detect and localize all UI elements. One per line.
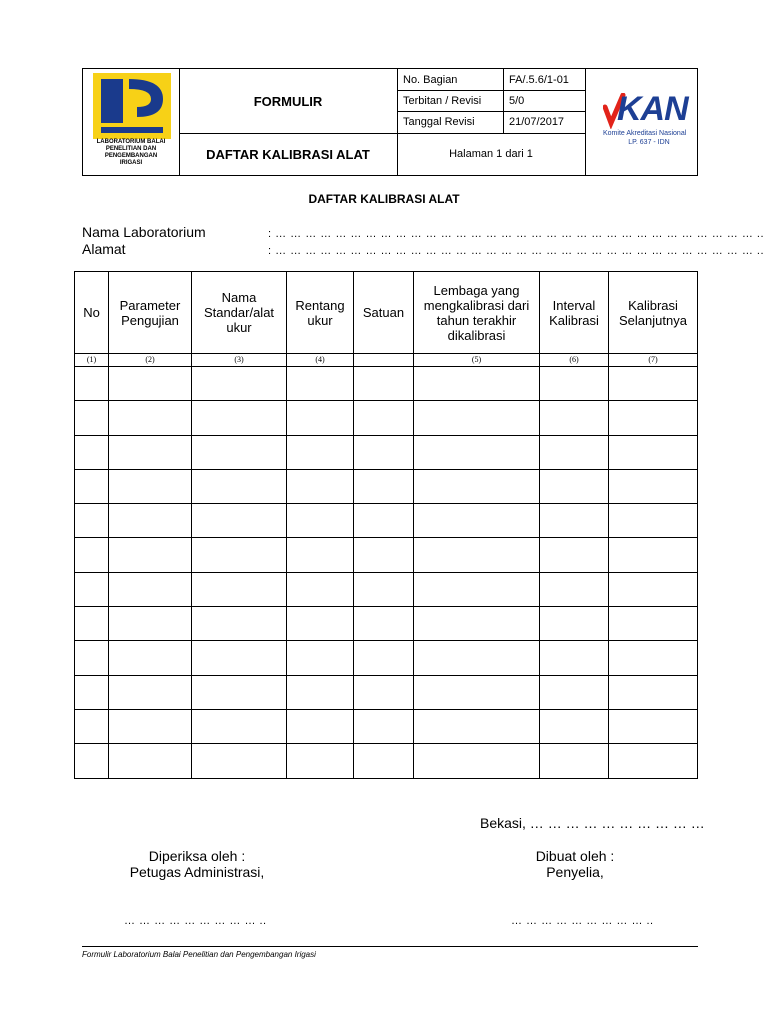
table-row (75, 607, 698, 641)
table-cell[interactable] (609, 401, 698, 435)
table-cell[interactable] (609, 469, 698, 503)
table-cell[interactable] (192, 504, 287, 538)
table-cell[interactable] (287, 744, 354, 778)
table-row (75, 641, 698, 675)
table-cell[interactable] (540, 572, 609, 606)
table-row (75, 538, 698, 572)
kan-brand: KAN (617, 90, 688, 128)
table-cell[interactable] (540, 469, 609, 503)
table-cell[interactable] (75, 709, 109, 743)
table-row (75, 435, 698, 469)
table-cell[interactable] (75, 367, 109, 401)
table-cell[interactable] (192, 538, 287, 572)
table-cell[interactable] (540, 607, 609, 641)
table-cell[interactable] (109, 504, 192, 538)
place-date[interactable]: Bekasi, … … … … … … … … … … (480, 815, 705, 831)
table-cell[interactable] (540, 744, 609, 778)
page-info: Halaman 1 dari 1 (449, 148, 533, 160)
table-cell[interactable] (192, 607, 287, 641)
info-value-terbitan: 5/0 (509, 94, 525, 107)
made-by-role: Penyelia, (546, 864, 604, 880)
table-cell[interactable] (109, 744, 192, 778)
col-num: (6) (540, 354, 609, 367)
table-cell[interactable] (414, 401, 540, 435)
table-cell[interactable] (414, 607, 540, 641)
calibration-table (74, 271, 698, 779)
table-cell[interactable] (609, 744, 698, 778)
table-cell[interactable] (109, 607, 192, 641)
table-cell[interactable] (354, 401, 414, 435)
table-cell[interactable] (609, 607, 698, 641)
col-header-unit: Satuan (354, 272, 414, 354)
table-cell[interactable] (287, 435, 354, 469)
header-doc-title: DAFTAR KALIBRASI ALAT (206, 146, 370, 162)
kan-name: Komite Akreditasi Nasional (603, 130, 687, 137)
table-cell[interactable] (609, 538, 698, 572)
table-cell[interactable] (192, 641, 287, 675)
table-cell[interactable] (109, 641, 192, 675)
table-cell[interactable] (75, 401, 109, 435)
table-row (75, 469, 698, 503)
table-cell[interactable] (354, 675, 414, 709)
table-header-row (75, 272, 698, 354)
col-num: (5) (414, 354, 540, 367)
table-cell[interactable] (75, 435, 109, 469)
table-cell[interactable] (540, 675, 609, 709)
table-cell[interactable] (414, 641, 540, 675)
info-value-no-bagian: FA/.5.6/1-01 (509, 73, 569, 86)
field-label-address: Alamat (82, 241, 126, 257)
col-num: (7) (609, 354, 698, 367)
table-row (75, 572, 698, 606)
table-cell[interactable] (287, 607, 354, 641)
table-cell[interactable] (354, 744, 414, 778)
institution-logo (83, 69, 179, 175)
column-number-row (75, 354, 698, 367)
table-cell[interactable] (192, 709, 287, 743)
table-cell[interactable] (192, 675, 287, 709)
kan-code: LP. 637 - IDN (628, 139, 670, 146)
col-header-no: No (75, 272, 109, 354)
page-title: DAFTAR KALIBRASI ALAT (308, 192, 460, 206)
table-cell[interactable] (354, 572, 414, 606)
table-cell[interactable] (354, 641, 414, 675)
table-cell[interactable] (609, 504, 698, 538)
table-cell[interactable] (609, 435, 698, 469)
col-num (354, 354, 414, 367)
col-num: (3) (192, 354, 287, 367)
table-cell[interactable] (287, 401, 354, 435)
table-cell[interactable] (75, 744, 109, 778)
col-num: (4) (287, 354, 354, 367)
table-cell[interactable] (109, 435, 192, 469)
pu-logo-icon (93, 73, 171, 139)
table-row (75, 504, 698, 538)
table-cell[interactable] (109, 538, 192, 572)
table-cell[interactable] (75, 641, 109, 675)
table-cell[interactable] (540, 538, 609, 572)
table-row (75, 709, 698, 743)
table-cell[interactable] (192, 367, 287, 401)
col-header-next: Kalibrasi Selanjutnya (609, 272, 698, 354)
table-cell[interactable] (287, 641, 354, 675)
table-cell[interactable] (609, 675, 698, 709)
table-cell[interactable] (287, 504, 354, 538)
table-cell[interactable] (109, 401, 192, 435)
table-cell[interactable] (414, 675, 540, 709)
col-header-standard: Nama Standar/alat ukur (192, 272, 287, 354)
table-cell[interactable] (354, 435, 414, 469)
table-row (75, 744, 698, 778)
table-cell[interactable] (540, 401, 609, 435)
table-cell[interactable] (109, 367, 192, 401)
info-label-terbitan: Terbitan / Revisi (403, 94, 482, 107)
kan-logo (585, 69, 697, 175)
col-header-interval: Interval Kalibrasi (540, 272, 609, 354)
table-cell[interactable] (354, 504, 414, 538)
footer-text: Formulir Laboratorium Balai Penelitian dan Pengembangan Irigasi (82, 950, 316, 959)
table-cell[interactable] (192, 744, 287, 778)
made-by-signature-line[interactable]: … … … … … … … … … .. (511, 915, 654, 927)
table-cell[interactable] (540, 504, 609, 538)
table-cell[interactable] (75, 607, 109, 641)
table-cell[interactable] (287, 709, 354, 743)
col-num: (1) (75, 354, 109, 367)
table-cell[interactable] (75, 469, 109, 503)
footer-divider (82, 946, 698, 947)
checked-by-signature-line[interactable]: … … … … … … … … … .. (124, 915, 267, 927)
table-cell[interactable] (354, 538, 414, 572)
table-cell[interactable] (109, 675, 192, 709)
table-cell[interactable] (414, 744, 540, 778)
table-cell[interactable] (414, 709, 540, 743)
table-row (75, 367, 698, 401)
table-cell[interactable] (414, 367, 540, 401)
col-header-parameter: Parameter Pengujian (109, 272, 192, 354)
field-value-lab-name[interactable]: : … … … … … … … … … … … … … … … … … … … … … … … … … … … … … … … … .. (268, 228, 765, 240)
table-cell[interactable] (354, 367, 414, 401)
col-num: (2) (109, 354, 192, 367)
checked-by-role: Petugas Administrasi, (129, 864, 265, 880)
table-cell[interactable] (192, 572, 287, 606)
table-cell[interactable] (75, 675, 109, 709)
field-value-address[interactable]: : … … … … … … … … … … … … … … … … … … … … … … … … … … … … … … … … .. (268, 245, 765, 257)
table-cell[interactable] (75, 572, 109, 606)
table-cell[interactable] (109, 469, 192, 503)
table-cell[interactable] (75, 504, 109, 538)
table-row (75, 675, 698, 709)
table-cell[interactable] (192, 401, 287, 435)
info-label-no-bagian: No. Bagian (403, 73, 458, 86)
table-cell[interactable] (414, 469, 540, 503)
table-cell[interactable] (540, 435, 609, 469)
info-value-tanggal: 21/07/2017 (509, 116, 565, 128)
table-cell[interactable] (287, 572, 354, 606)
table-cell[interactable] (609, 709, 698, 743)
table-cell[interactable] (287, 538, 354, 572)
table-cell[interactable] (540, 367, 609, 401)
table-cell[interactable] (609, 641, 698, 675)
table-row (75, 401, 698, 435)
table-cell[interactable] (109, 709, 192, 743)
table-cell[interactable] (287, 469, 354, 503)
table-cell[interactable] (109, 572, 192, 606)
made-by-label: Dibuat oleh : (535, 848, 615, 864)
info-label-tanggal: Tanggal Revisi (403, 116, 475, 128)
table-cell[interactable] (354, 607, 414, 641)
checked-by-label: Diperiksa oleh : (148, 848, 246, 864)
table-cell[interactable] (609, 572, 698, 606)
col-header-institution: Lembaga yang mengkalibrasi dari tahun terakhir dikalibrasi (414, 272, 540, 354)
table-cell[interactable] (414, 538, 540, 572)
table-cell[interactable] (75, 538, 109, 572)
col-header-range: Rentang ukur (287, 272, 354, 354)
logo-caption: LABORATORIUM BALAI PENELITIAN DAN PENGEMBANGAN IRIGASI (96, 139, 166, 166)
document-header (82, 68, 698, 176)
table-cell[interactable] (354, 469, 414, 503)
table-cell[interactable] (354, 709, 414, 743)
table-cell[interactable] (414, 504, 540, 538)
form-label: FORMULIR (253, 93, 323, 109)
table-cell[interactable] (414, 572, 540, 606)
field-label-lab-name: Nama Laboratorium (82, 224, 206, 240)
table-cell[interactable] (540, 709, 609, 743)
table-cell[interactable] (609, 367, 698, 401)
table-cell[interactable] (287, 675, 354, 709)
table-cell[interactable] (414, 435, 540, 469)
table-cell[interactable] (287, 367, 354, 401)
table-cell[interactable] (192, 435, 287, 469)
table-cell[interactable] (540, 641, 609, 675)
table-cell[interactable] (192, 469, 287, 503)
